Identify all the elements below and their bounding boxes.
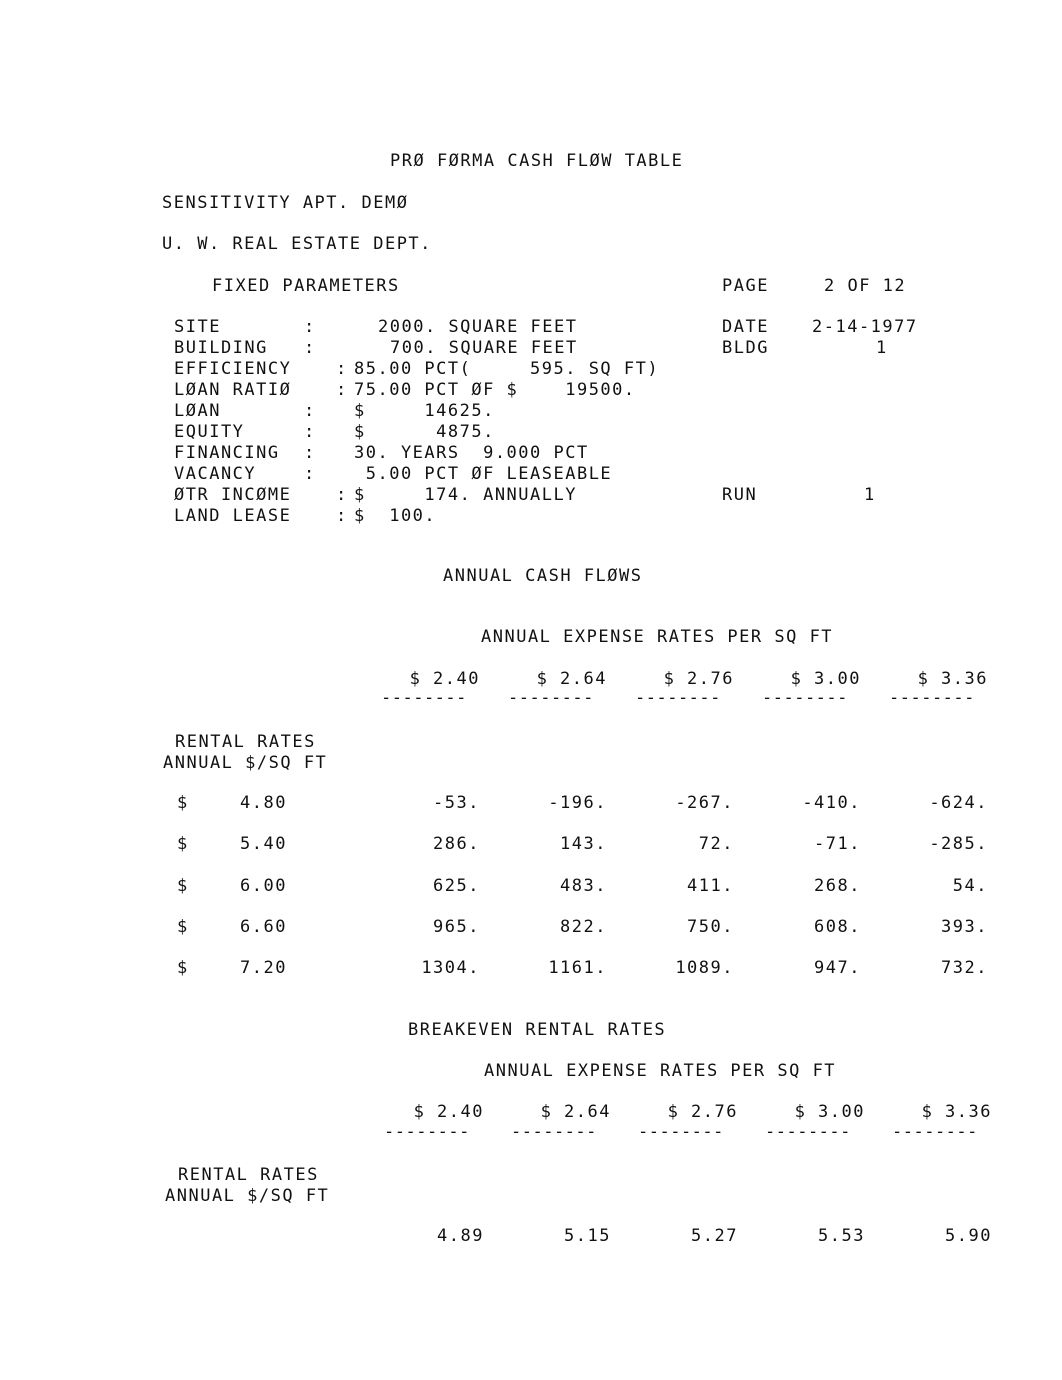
expense-rate-header: $ 2.40 [413,1102,484,1122]
param-label-equity: EQUITY [174,422,245,442]
cash-flow-cell: 732. [941,958,988,978]
cash-flow-cell: 411. [687,876,734,896]
param-sep: : [304,317,316,337]
column-underline: -------- [381,688,467,708]
currency-symbol: $ [177,876,189,896]
param-label-loan: LØAN [174,401,221,421]
param-label-vacancy: VACANCY [174,464,257,484]
column-underline: -------- [508,688,594,708]
organization-name: U. W. REAL ESTATE DEPT. [162,234,432,254]
cash-flow-cell: -410. [802,793,861,813]
rental-rates-units-label: ANNUAL $/SQ FT [163,753,328,773]
cash-flow-cell: -53. [433,793,480,813]
expense-rate-header: $ 3.00 [794,1102,865,1122]
param-sep: : [336,485,348,505]
cash-flow-cell: 608. [814,917,861,937]
cash-flow-cell: 393. [941,917,988,937]
currency-symbol: $ [177,917,189,937]
cash-flow-cell: 947. [814,958,861,978]
param-value-vacancy: 5.00 PCT ØF LEASEABLE [354,464,613,484]
fixed-parameters-heading: FIXED PARAMETERS [212,276,400,296]
expense-rate-header: $ 3.36 [921,1102,992,1122]
param-value-building: 700. SQUARE FEET [390,338,578,358]
page-title: PRØ FØRMA CASH FLØW TABLE [390,151,684,171]
param-label-loan-ratio: LØAN RATIØ [174,380,292,400]
expense-rate-header: $ 2.64 [540,1102,611,1122]
expense-rate-header: $ 3.36 [917,669,988,689]
breakeven-cell: 5.27 [691,1226,738,1246]
date-value: 2-14-1977 [812,317,918,337]
date-label: DATE [722,317,769,337]
param-label-site: SITE [174,317,221,337]
breakeven-cell: 5.53 [818,1226,865,1246]
cash-flow-cell: -267. [675,793,734,813]
param-value-loan-ratio: 75.00 PCT ØF $ 19500. [354,380,636,400]
cash-flow-cell: 750. [687,917,734,937]
currency-symbol: $ [177,834,189,854]
bldg-label: BLDG [722,338,769,358]
expense-rates-heading: ANNUAL EXPENSE RATES PER SQ FT [481,627,834,647]
param-label-efficiency: EFFICIENCY [174,359,292,379]
cash-flow-cell: 625. [433,876,480,896]
breakeven-rental-rates-label: RENTAL RATES [178,1165,319,1185]
cash-flow-cell: 1089. [675,958,734,978]
column-underline: -------- [635,688,721,708]
page-number: 2 OF 12 [824,276,907,296]
param-value-equity: $ 4875. [354,422,495,442]
column-underline: -------- [638,1122,724,1142]
cash-flow-cell: -624. [929,793,988,813]
cash-flow-cell: 268. [814,876,861,896]
run-label: RUN [722,485,758,505]
param-sep: : [304,464,316,484]
param-sep: : [304,422,316,442]
column-underline: -------- [384,1122,470,1142]
breakeven-cell: 5.90 [945,1226,992,1246]
param-sep: : [336,359,348,379]
param-value-land-lease: $ 100. [354,506,437,526]
rental-rates-label: RENTAL RATES [175,732,316,752]
cash-flow-cell: 72. [698,834,734,854]
currency-symbol: $ [177,793,189,813]
rental-rate: 6.00 [240,876,287,896]
param-sep: : [304,443,316,463]
rental-rate: 6.60 [240,917,287,937]
cash-flow-cell: 54. [952,876,988,896]
cash-flow-cell: 286. [433,834,480,854]
param-label-land-lease: LAND LEASE [174,506,292,526]
page-label: PAGE [722,276,769,296]
param-sep: : [304,401,316,421]
breakeven-rental-units-label: ANNUAL $/SQ FT [165,1186,330,1206]
param-value-site: 2000. SQUARE FEET [378,317,578,337]
expense-rate-header: $ 2.40 [409,669,480,689]
cash-flows-heading: ANNUAL CASH FLØWS [443,566,643,586]
param-sep: : [336,506,348,526]
cash-flow-cell: 965. [433,917,480,937]
cash-flow-cell: 822. [560,917,607,937]
currency-symbol: $ [177,958,189,978]
rental-rate: 5.40 [240,834,287,854]
column-underline: -------- [765,1122,851,1142]
expense-rate-header: $ 2.64 [536,669,607,689]
param-label-other-income: ØTR INCØME [174,485,292,505]
breakeven-cell: 5.15 [564,1226,611,1246]
column-underline: -------- [889,688,975,708]
column-underline: -------- [892,1122,978,1142]
rental-rate: 7.20 [240,958,287,978]
report-subtitle: SENSITIVITY APT. DEMØ [162,193,409,213]
expense-rate-header: $ 3.00 [790,669,861,689]
column-underline: -------- [762,688,848,708]
expense-rate-header: $ 2.76 [667,1102,738,1122]
cash-flow-cell: -71. [814,834,861,854]
cash-flow-cell: 143. [560,834,607,854]
bldg-value: 1 [876,338,888,358]
param-sep: : [304,338,316,358]
cash-flow-cell: -196. [548,793,607,813]
run-value: 1 [864,485,876,505]
column-underline: -------- [511,1122,597,1142]
breakeven-cell: 4.89 [437,1226,484,1246]
cash-flow-cell: -285. [929,834,988,854]
rental-rate: 4.80 [240,793,287,813]
param-label-building: BUILDING [174,338,268,358]
cash-flow-cell: 1304. [421,958,480,978]
param-value-financing: 30. YEARS 9.000 PCT [354,443,589,463]
param-value-loan: $ 14625. [354,401,495,421]
param-sep: : [336,380,348,400]
expense-rate-header: $ 2.76 [663,669,734,689]
cash-flow-cell: 483. [560,876,607,896]
param-value-efficiency: 85.00 PCT( 595. SQ FT) [354,359,660,379]
breakeven-heading: BREAKEVEN RENTAL RATES [408,1020,667,1040]
param-value-other-income: $ 174. ANNUALLY [354,485,577,505]
breakeven-expense-rates-heading: ANNUAL EXPENSE RATES PER SQ FT [484,1061,837,1081]
cash-flow-cell: 1161. [548,958,607,978]
param-label-financing: FINANCING [174,443,280,463]
